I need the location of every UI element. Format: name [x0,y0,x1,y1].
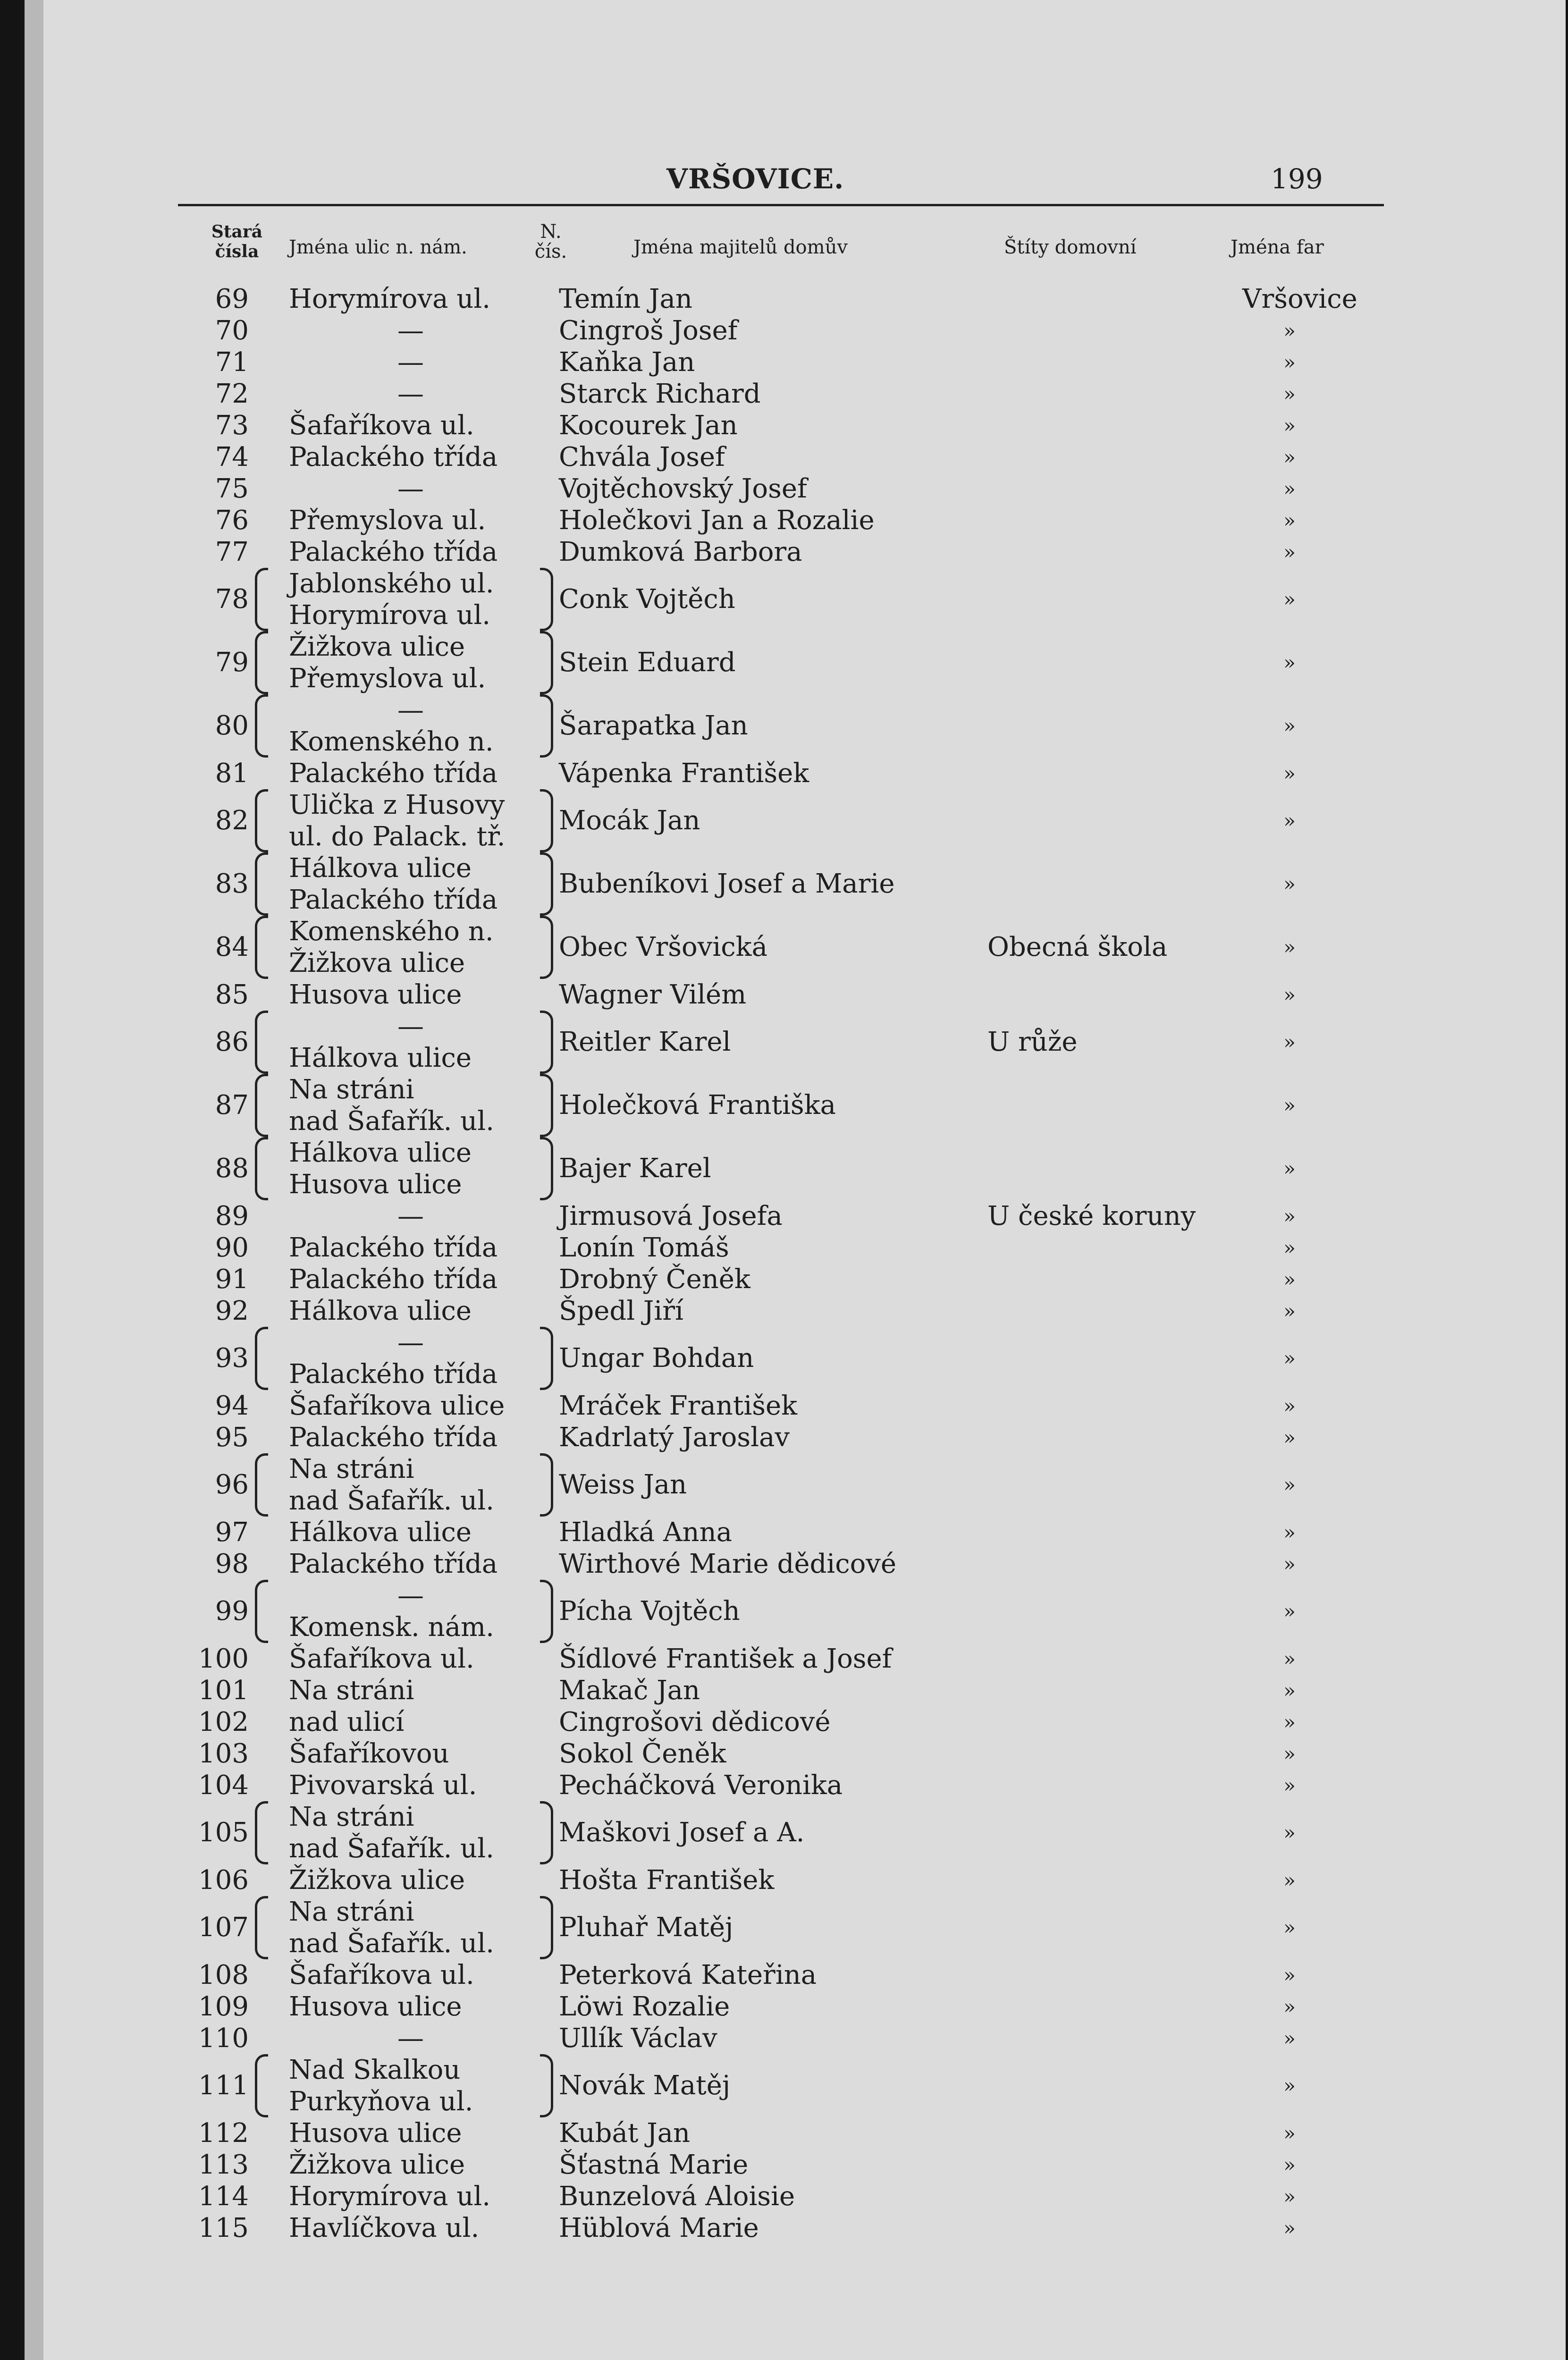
header-rule [178,204,1384,206]
street-name: — [397,1201,424,1231]
old-house-number: 103 [198,1738,249,1769]
old-house-number: 109 [198,1991,249,2022]
right-brace [540,2054,553,2117]
street-name: Jablonského ul. [289,568,494,599]
old-house-number: 71 [215,347,249,378]
table-row [25,283,1566,315]
street-name: Pivovarská ul. [289,1770,477,1801]
owner-name: Holečkovi Jan a Rozalie [559,505,875,536]
old-house-number: 77 [215,537,249,567]
right-brace [540,568,553,631]
owner-name: Jirmusová Josefa [559,1201,783,1231]
owner-name: Obec Vršovická [559,932,767,962]
parish-name: » [1283,1094,1296,1117]
left-brace [255,1896,268,1959]
old-house-number: 97 [215,1517,249,1548]
parish-name: » [1283,1268,1296,1291]
parish-name: » [1283,809,1296,832]
old-house-number: 104 [198,1770,249,1801]
street-name: — [397,695,424,725]
street-name: Na stráni [289,1074,414,1105]
owner-name: Mocák Jan [559,805,700,836]
street-name: Žižkova ulice [289,948,465,978]
old-house-number: 111 [198,2070,249,2101]
table-row [25,1390,1566,1422]
street-name: Hálkova ulice [289,1043,472,1073]
table-row [25,1264,1566,1295]
column-header-new-numbers: N. čís. [534,221,567,262]
owner-name: Starck Richard [559,379,761,409]
parish-name: » [1283,872,1296,895]
right-brace [540,1074,553,1137]
old-house-number: 87 [215,1090,249,1121]
old-house-number: 112 [198,2118,249,2149]
old-house-number: 110 [198,2023,249,2054]
table-row [25,1074,1566,1137]
table-row [25,1517,1566,1548]
column-header-streets: Jména ulic n. nám. [289,236,467,258]
street-name: Na stráni [289,1802,414,1832]
table-row [25,852,1566,916]
owner-name: Bunzelová Aloisie [559,2181,795,2212]
parish-name: » [1283,477,1296,500]
old-house-number: 92 [215,1296,249,1326]
owner-name: Stein Eduard [559,647,736,678]
street-name: Husova ulice [289,979,462,1010]
parish-name: » [1283,1347,1296,1370]
street-name: — [397,1011,424,1042]
table-row [25,1422,1566,1453]
table-row [25,1137,1566,1200]
parish-name: » [1283,1205,1296,1228]
owner-name: Špedl Jiří [559,1296,683,1326]
street-name: Šafaříkova ul. [289,1960,474,1990]
street-name: Šafaříkova ul. [289,410,474,441]
old-house-number: 73 [215,410,249,441]
parish-name: » [1283,509,1296,532]
owner-name: Šídlové František a Josef [559,1644,892,1674]
parish-name: » [1283,351,1296,374]
street-name: nad Šafařík. ul. [289,1833,494,1864]
owner-name: Löwi Rozalie [559,1991,730,2022]
parish-name: » [1283,1916,1296,1939]
parish-name: » [1283,1995,1296,2018]
parish-name: » [1283,588,1296,611]
old-house-number: 88 [215,1153,249,1184]
old-house-number: 84 [215,932,249,962]
street-name: Přemyslova ul. [289,505,486,536]
old-house-number: 106 [198,1865,249,1896]
parish-name: » [1283,2027,1296,2050]
street-name: Palackého třída [289,442,498,472]
right-brace [540,1011,553,1074]
street-name: — [397,2023,424,2054]
street-name: nad Šafařík. ul. [289,1928,494,1959]
left-brace [255,1074,268,1137]
parish-name: » [1283,319,1296,342]
parish-name: » [1283,1600,1296,1623]
left-brace [255,1327,268,1390]
left-brace [255,1580,268,1643]
street-name: Husova ulice [289,1991,462,2022]
right-brace [540,852,553,916]
owner-name: Chvála Josef [559,442,725,472]
left-brace [255,789,268,852]
old-house-number: 100 [198,1644,249,1674]
owner-name: Pecháčková Veronika [559,1770,843,1801]
street-name: Komensk. nám. [289,1612,494,1643]
street-name: Komenského n. [289,726,494,757]
old-house-number: 78 [215,584,249,615]
table-row [25,1864,1566,1896]
table-row [25,2023,1566,2054]
street-name: Nad Skalkou [289,2055,461,2085]
owner-name: Makač Jan [559,1675,700,1706]
old-house-number: 72 [215,379,249,409]
left-brace [255,1011,268,1074]
old-house-number: 81 [215,758,249,789]
street-name: nad Šafařík. ul. [289,1106,494,1137]
right-brace [540,1137,553,1200]
owner-name: Pluhař Matěj [559,1912,733,1943]
right-brace [540,1580,553,1643]
owner-name: Pícha Vojtěch [559,1596,740,1627]
street-name: Palackého třída [289,885,498,915]
table-row [25,1295,1566,1327]
parish-name: » [1283,2074,1296,2097]
table-row [25,1580,1566,1643]
table-row [25,1706,1566,1738]
old-house-number: 105 [198,1817,249,1848]
right-brace [540,1453,553,1517]
owner-name: Ungar Bohdan [559,1343,754,1374]
table-row [25,979,1566,1011]
left-brace [255,694,268,758]
owner-name: Hüblová Marie [559,2213,759,2243]
column-header-old-numbers: Stará čísla [211,222,263,261]
table-row [25,505,1566,536]
parish-name: » [1283,1647,1296,1670]
house-sign: U růže [987,1027,1078,1057]
street-name: nad Šafařík. ul. [289,1485,494,1516]
street-name: ul. do Palack. tř. [289,821,506,852]
owner-name: Cingrošovi dědicové [559,1707,831,1737]
street-name: Žižkova ulice [289,2149,465,2180]
table-row [25,1738,1566,1770]
street-name: Hálkova ulice [289,1517,472,1548]
old-house-number: 95 [215,1422,249,1453]
owner-name: Kadrlatý Jaroslav [559,1422,790,1453]
table-row [25,1991,1566,2023]
parish-name: » [1283,762,1296,785]
street-name: — [397,347,424,378]
old-house-number: 85 [215,979,249,1010]
old-house-number: 74 [215,442,249,472]
column-header-owners: Jména majitelů domův [633,236,848,258]
parish-name: » [1283,2153,1296,2176]
old-house-number: 86 [215,1027,249,1057]
parish-name: » [1283,382,1296,405]
street-name: Havlíčkova ul. [289,2213,480,2243]
left-brace [255,2054,268,2117]
street-name: Palackého třída [289,1549,498,1579]
left-brace [255,916,268,979]
old-house-number: 98 [215,1549,249,1579]
parish-name: » [1283,1964,1296,1987]
owner-name: Holečková Františka [559,1090,836,1121]
street-name: Komenského n. [289,916,494,947]
table-row [25,1453,1566,1517]
owner-name: Vojtěchovský Josef [559,473,807,504]
owner-name: Vápenka František [559,758,809,789]
parish-name: » [1283,1774,1296,1797]
right-brace [540,1801,553,1864]
parish-name: » [1283,1521,1296,1544]
table-row [25,1959,1566,1991]
owner-name: Kocourek Jan [559,410,738,441]
owner-name: Mráček František [559,1391,798,1421]
table-row [25,536,1566,568]
parish-name: » [1283,1473,1296,1496]
parish-name: » [1283,2185,1296,2208]
left-brace [255,631,268,694]
street-name: Husova ulice [289,1169,462,1200]
parish-name: Vršovice [1242,284,1357,314]
owner-name: Reitler Karel [559,1027,731,1057]
street-name: Palackého třída [289,1422,498,1453]
table-row [25,1896,1566,1959]
old-house-number: 108 [198,1960,249,1990]
table-row [25,2181,1566,2212]
owner-name: Dumková Barbora [559,537,802,567]
right-brace [540,1896,553,1959]
street-name: Šafaříkova ulice [289,1391,505,1421]
street-name: Šafaříkovou [289,1738,449,1769]
street-name: — [397,473,424,504]
street-name: — [397,379,424,409]
owner-name: Bajer Karel [559,1153,711,1184]
table-row [25,694,1566,758]
right-brace [540,916,553,979]
owner-name: Bubeníkovi Josef a Marie [559,868,895,899]
old-house-number: 76 [215,505,249,536]
parish-name: » [1283,540,1296,564]
table-row [25,410,1566,441]
owner-name: Šťastná Marie [559,2149,749,2180]
owner-name: Lonín Tomáš [559,1232,729,1263]
street-name: Palackého třída [289,1232,498,1263]
street-name: Hálkova ulice [289,1296,472,1326]
table-row [25,789,1566,852]
table-row [25,1200,1566,1232]
owner-name: Temín Jan [559,284,692,314]
parish-name: » [1283,1299,1296,1323]
parish-name: » [1283,1742,1296,1765]
table-row [25,1548,1566,1580]
old-house-number: 99 [215,1596,249,1627]
street-name: Palackého třída [289,1359,498,1390]
parish-name: » [1283,1679,1296,1702]
street-name: Na stráni [289,1454,414,1484]
owner-name: Drobný Čeněk [559,1264,750,1295]
old-house-number: 101 [198,1675,249,1706]
old-house-number: 96 [215,1469,249,1500]
table-row [25,2149,1566,2181]
street-name: Horymírova ul. [289,284,491,314]
parish-name: » [1283,446,1296,469]
owner-name: Peterková Kateřina [559,1960,817,1990]
parish-name: » [1283,714,1296,737]
parish-name: » [1283,1711,1296,1734]
parish-name: » [1283,1552,1296,1576]
table-row [25,2054,1566,2117]
parish-name: » [1283,1426,1296,1449]
old-house-number: 102 [198,1707,249,1737]
street-name: Na stráni [289,1675,414,1706]
old-house-number: 89 [215,1201,249,1231]
street-name: Šafaříkova ul. [289,1644,474,1674]
table-row [25,2212,1566,2244]
parish-name: » [1283,983,1296,1006]
table-row [25,378,1566,410]
owner-name: Kaňka Jan [559,347,695,378]
old-house-number: 93 [215,1343,249,1374]
owner-name: Kubát Jan [559,2118,691,2149]
page-number: 199 [1271,163,1323,195]
house-register-table [25,283,1566,2244]
old-house-number: 113 [198,2149,249,2180]
owner-name: Maškovi Josef a A. [559,1817,805,1848]
table-row [25,631,1566,694]
parish-name: » [1283,1394,1296,1417]
parish-name: » [1283,1157,1296,1180]
old-house-number: 115 [198,2213,249,2243]
street-name: Palackého třída [289,537,498,567]
street-name: Palackého třída [289,758,498,789]
parish-name: » [1283,2217,1296,2240]
table-row [25,315,1566,346]
table-row [25,2117,1566,2149]
owner-name: Cingroš Josef [559,315,738,346]
owner-name: Wagner Vilém [559,979,747,1010]
table-row [25,1801,1566,1864]
table-row [25,1011,1566,1074]
street-name: nad ulicí [289,1707,405,1737]
table-row [25,346,1566,378]
table-row [25,1770,1566,1801]
old-house-number: 75 [215,473,249,504]
street-name: Přemyslova ul. [289,663,486,694]
page-title: VRŠOVICE. [666,163,844,195]
street-name: Horymírova ul. [289,2181,491,2212]
table-row [25,1232,1566,1264]
house-sign: Obecná škola [987,932,1168,962]
old-house-number: 107 [198,1912,249,1943]
owner-name: Šarapatka Jan [559,710,748,741]
street-name: Na stráni [289,1896,414,1927]
parish-name: » [1283,2122,1296,2145]
owner-name: Wirthové Marie dědicové [559,1549,897,1579]
owner-name: Hošta František [559,1865,775,1896]
table-row [25,568,1566,631]
old-house-number: 94 [215,1391,249,1421]
table-row [25,441,1566,473]
street-name: Horymírova ul. [289,600,491,631]
owner-name: Weiss Jan [559,1469,687,1500]
parish-name: » [1283,651,1296,674]
table-row [25,1643,1566,1675]
old-house-number: 70 [215,315,249,346]
street-name: Husova ulice [289,2118,462,2149]
owner-name: Sokol Čeněk [559,1738,726,1769]
old-house-number: 80 [215,710,249,741]
street-name: — [397,315,424,346]
left-brace [255,1137,268,1200]
parish-name: » [1283,414,1296,437]
old-house-number: 83 [215,868,249,899]
street-name: — [397,1580,424,1611]
street-name: Hálkova ulice [289,853,472,884]
table-row [25,1675,1566,1706]
street-name: — [397,1327,424,1358]
right-brace [540,694,553,758]
street-name: Palackého třída [289,1264,498,1295]
street-name: Purkyňova ul. [289,2086,473,2117]
right-brace [540,1327,553,1390]
parish-name: » [1283,1869,1296,1892]
old-house-number: 69 [215,284,249,314]
street-name: Žižkova ulice [289,632,465,662]
book-page [25,0,1566,2360]
parish-name: » [1283,936,1296,959]
owner-name: Novák Matěj [559,2070,731,2101]
owner-name: Hladká Anna [559,1517,733,1548]
street-name: Žižkova ulice [289,1865,465,1896]
street-name: Ulička z Husovy [289,790,505,820]
old-house-number: 90 [215,1232,249,1263]
table-row [25,1327,1566,1390]
column-header-shields: Štíty domovní [1004,236,1137,258]
left-brace [255,568,268,631]
parish-name: » [1283,1030,1296,1054]
table-row [25,473,1566,505]
house-sign: U české koruny [987,1201,1196,1231]
left-brace [255,1801,268,1864]
parish-name: » [1283,1821,1296,1844]
left-brace [255,1453,268,1517]
old-house-number: 91 [215,1264,249,1295]
old-house-number: 82 [215,805,249,836]
street-name: Hálkova ulice [289,1138,472,1168]
right-brace [540,789,553,852]
right-brace [540,631,553,694]
table-row [25,916,1566,979]
table-row [25,758,1566,789]
owner-name: Ullík Václav [559,2023,717,2054]
old-house-number: 79 [215,647,249,678]
old-house-number: 114 [198,2181,249,2212]
column-header-parishes: Jména far [1231,236,1324,258]
parish-name: » [1283,1236,1296,1259]
left-brace [255,852,268,916]
owner-name: Conk Vojtěch [559,584,735,615]
